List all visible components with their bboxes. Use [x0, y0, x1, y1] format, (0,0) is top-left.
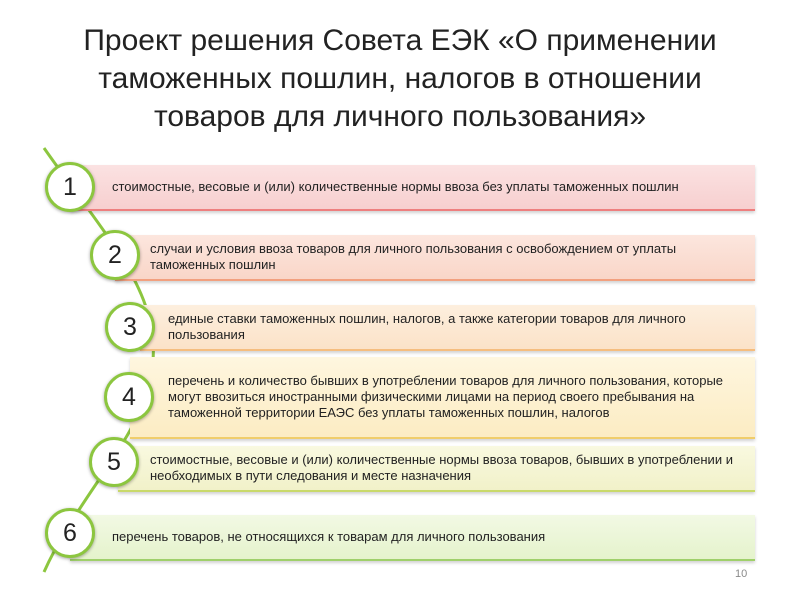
item-text-4: перечень и количество бывших в употреблении товаров для личного пользования, которые могут ввозиться иностранными физическими лицами на период своего пребывания на таможенной территории ЕАЭС без уплаты таможенных пошлин, налогов	[168, 373, 724, 420]
step-number-4: 4	[104, 372, 154, 422]
step-number-2: 2	[90, 230, 140, 280]
item-text-6: перечень товаров, не относящихся к товарам для личного пользования	[112, 529, 546, 544]
item-bar-3	[140, 305, 755, 351]
step-number-3: 3	[105, 302, 155, 352]
item-bar-4	[130, 357, 755, 439]
page-number: 10	[735, 568, 748, 580]
item-text-1: стоимостные, весовые и (или) количественные нормы ввоза без уплаты таможенных пошлин	[112, 179, 679, 194]
slide-title: Проект решения Совета ЕЭК «О применении таможенных пошлин, налогов в отношении товаров для личного пользования»	[83, 24, 717, 133]
item-bar-1	[70, 165, 755, 211]
item-text-5: стоимостные, весовые и (или) количественные нормы ввоза товаров, бывших в употреблении и необходимых в пути следования и месте назначения	[150, 452, 733, 483]
item-bar-2	[115, 235, 755, 281]
item-bar-5	[118, 446, 755, 492]
item-text-2: случаи и условия ввоза товаров для личного пользования с освобождением от уплаты таможенных пошлин	[150, 241, 677, 272]
step-number-1: 1	[45, 162, 95, 212]
step-number-5: 5	[89, 437, 139, 487]
item-bar-6	[70, 515, 755, 561]
step-number-6: 6	[45, 508, 95, 558]
item-text-3: единые ставки таможенных пошлин, налогов, а также категории товаров для личного пользования	[168, 311, 686, 342]
